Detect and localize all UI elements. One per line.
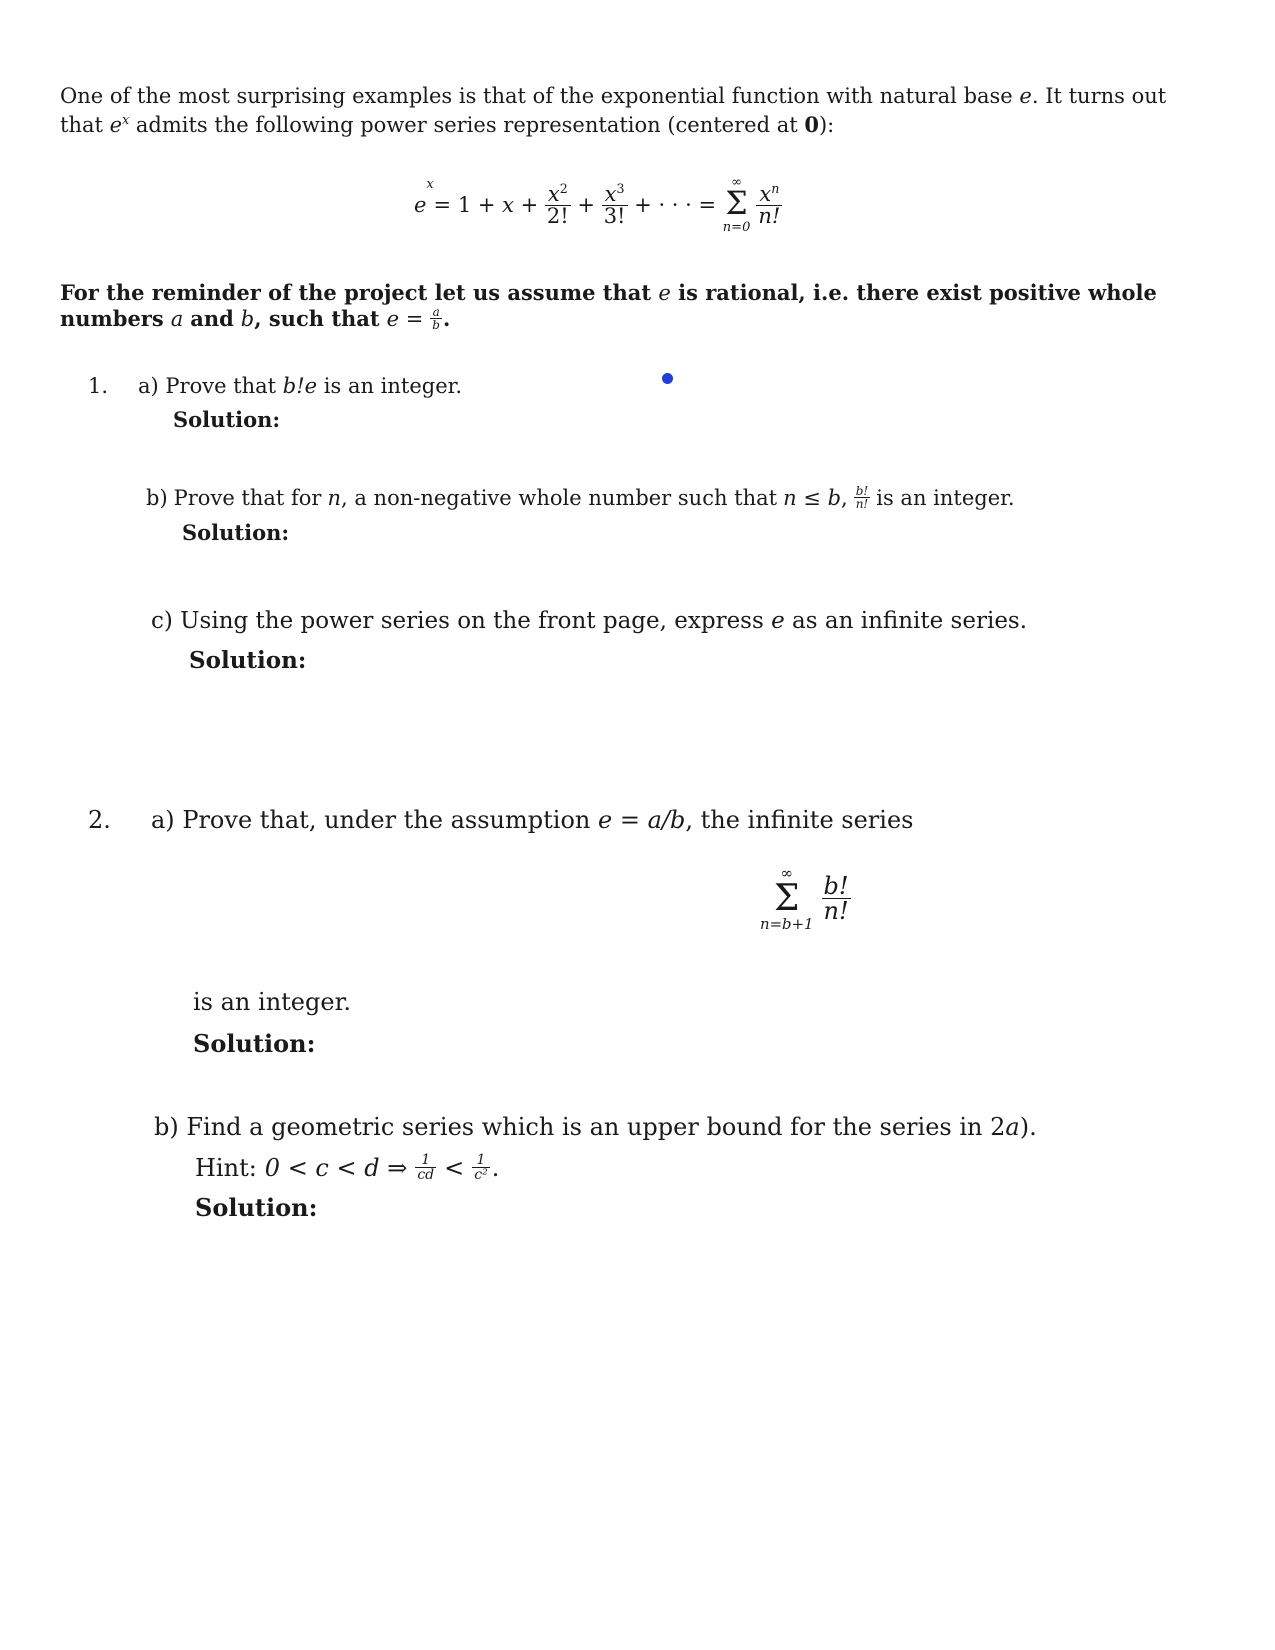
q1c-e: e: [771, 608, 785, 634]
q1b-prompt: [146, 485, 1015, 510]
intro-e: e: [1019, 84, 1032, 108]
formula-term-3: [602, 180, 628, 228]
term2-num: x: [547, 181, 560, 206]
gen-den: n!: [758, 203, 781, 228]
q1b-label: b): [146, 485, 168, 510]
assumption-text-2: is rational, i.e. there exist positive whole: [678, 280, 1157, 305]
formula-x: x: [502, 192, 514, 217]
q2b-hint-expr: 0 < c < d ⇒: [264, 1153, 408, 1182]
q1b-text-2: , a non-negative whole number such that: [341, 485, 778, 510]
term2-pow: 2: [559, 180, 568, 196]
assumption-and: and: [190, 306, 234, 331]
q2-sum: [760, 866, 814, 932]
q2-sum-term: [822, 872, 851, 926]
q1b-frac-num: b!: [855, 484, 869, 498]
intro-line1-tail: . It turns out: [1031, 84, 1167, 108]
q2-sum-num: b!: [823, 872, 849, 901]
q1b-cond: n ≤ b: [783, 485, 842, 510]
q2a-expr: e = a/b: [598, 806, 686, 834]
q1b-comma: ,: [841, 485, 848, 510]
q2-sum-top: ∞: [780, 864, 793, 882]
q2b-hint-lt: <: [444, 1153, 465, 1182]
hint-f1-den: cd: [417, 1167, 435, 1183]
gen-num-n: n: [771, 180, 780, 196]
q2a-is-integer: is an integer.: [193, 988, 352, 1016]
q1b-text: Prove that for: [173, 485, 322, 510]
q2a-label: a): [151, 806, 175, 834]
formula-eq: = 1 +: [433, 192, 503, 217]
assumption-frac-den: b: [432, 318, 440, 332]
q2-sum-symbol: Σ: [774, 877, 800, 919]
assumption-frac-num: a: [432, 305, 440, 319]
q2a-prompt: [151, 806, 913, 834]
q2b-hint-frac-1: [415, 1153, 436, 1182]
q2b-a: a: [1005, 1113, 1020, 1141]
formula-plus-1: +: [513, 192, 545, 217]
q1a-text-2: is an integer.: [323, 374, 463, 398]
assumption-frac: [430, 306, 442, 331]
q1c-prompt: [151, 608, 1027, 634]
formula-term-2: [545, 180, 571, 228]
q1c-label: c): [151, 608, 173, 634]
q2b-label: b): [154, 1113, 179, 1141]
q1b-solution-label: Solution:: [182, 520, 290, 545]
q2b-hint-period: .: [491, 1153, 500, 1182]
q2-sum-den: n!: [823, 897, 849, 926]
q1a-prompt: [138, 374, 462, 398]
q1b-frac: [854, 485, 871, 510]
assumption-e: e: [658, 281, 671, 305]
term2-den: 2!: [546, 203, 569, 228]
assumption-line-2: [60, 306, 450, 331]
term3-num: x: [604, 181, 617, 206]
q1b-n: n: [327, 485, 342, 510]
formula-lhs-e: e: [414, 192, 427, 217]
q1b-frac-den: n!: [855, 497, 869, 511]
marker-dot: [662, 373, 673, 384]
intro-zero: 0: [804, 112, 819, 137]
assumption-a: a: [170, 306, 184, 331]
q2b-hint-frac-2: [472, 1153, 489, 1182]
q2a-text-2: , the infinite series: [685, 806, 914, 834]
intro-that: that: [60, 113, 103, 137]
assumption-b: b: [240, 306, 255, 331]
formula-lhs-x: x: [426, 176, 434, 191]
term3-den: 3!: [603, 203, 626, 228]
q2a-solution-label: Solution:: [193, 1029, 316, 1058]
q2-number: 2.: [88, 806, 111, 834]
intro-line-2: [60, 112, 834, 137]
sum-bottom: n=0: [722, 219, 751, 235]
gen-num-x: x: [759, 181, 772, 206]
q1c-solution-label: Solution:: [189, 647, 307, 674]
q1a-expr: b!e: [282, 374, 318, 398]
formula-sum: [723, 176, 751, 234]
q2-sum-bottom: n=b+1: [760, 914, 814, 933]
hint-f2-den: c²: [474, 1167, 488, 1183]
assumption-such-that: , such that: [254, 306, 380, 331]
formula-plus-2: +: [570, 192, 602, 217]
assumption-text-1: For the reminder of the project let us assume that: [60, 280, 652, 305]
intro-ex-base: e: [109, 113, 123, 137]
assumption-numbers: numbers: [60, 306, 164, 331]
intro-line2-tail: ):: [818, 113, 835, 137]
q1c-text-2: as an infinite series.: [792, 608, 1028, 634]
q1a-text: Prove that: [165, 374, 277, 398]
q1-number: 1.: [88, 374, 109, 398]
intro-line1-text: One of the most surprising examples is that of the exponential function with natural base: [60, 84, 1013, 108]
assumption-eq: e =: [386, 306, 424, 331]
q2b-text: Find a geometric series which is an upper bound for the series in 2: [186, 1113, 1006, 1141]
power-series-formula: [414, 176, 782, 234]
term3-pow: 3: [616, 180, 625, 196]
formula-general-term: [756, 180, 782, 228]
q2b-prompt: [154, 1113, 1037, 1141]
q2b-solution-label: Solution:: [195, 1193, 318, 1222]
q2b-hint-label: Hint:: [195, 1153, 257, 1182]
q2b-close: ).: [1019, 1113, 1037, 1141]
intro-ex-exponent: x: [122, 112, 130, 127]
assumption-line-1: [60, 280, 1157, 305]
hint-f2-num: 1: [476, 1152, 486, 1168]
q2b-hint: [195, 1153, 499, 1182]
intro-line2-text: admits the following power series representation (centered at: [135, 113, 798, 137]
q2a-series: [760, 866, 851, 932]
formula-tail: + · · · =: [627, 192, 723, 217]
q1c-text: Using the power series on the front page, express: [180, 608, 764, 634]
q1a-solution-label: Solution:: [173, 407, 281, 432]
q1a-label: a): [138, 374, 159, 398]
q1b-text-3: is an integer.: [876, 485, 1015, 510]
q2a-text: Prove that, under the assumption: [182, 806, 591, 834]
sum-top: ∞: [731, 175, 742, 190]
assumption-period: .: [442, 306, 451, 331]
intro-line-1: [60, 84, 1166, 108]
hint-f1-num: 1: [421, 1152, 431, 1168]
sum-symbol: Σ: [725, 186, 748, 223]
